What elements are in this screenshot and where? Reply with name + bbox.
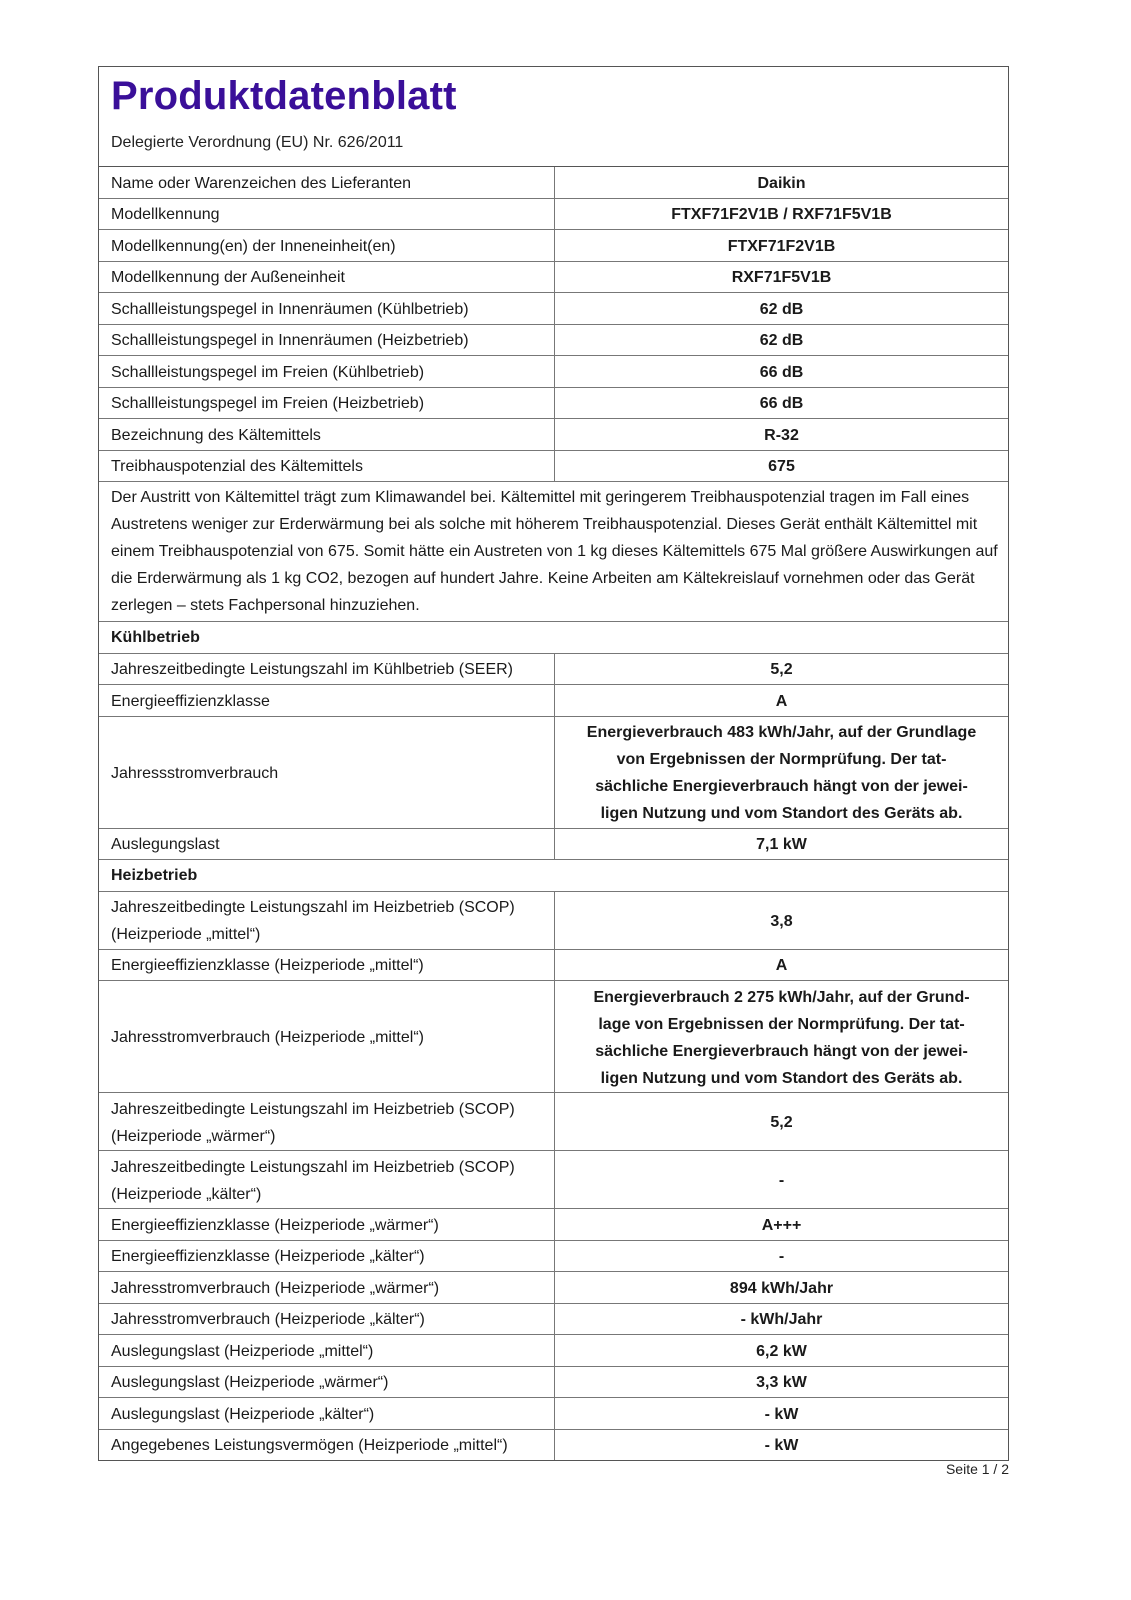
row-value: FTXF71F2V1B / RXF71F5V1B (671, 206, 892, 224)
row-value: 7,1 kW (756, 836, 807, 854)
row-value: A (775, 957, 788, 975)
row-label: Energieeffizienzklasse (Heizperiode „mittel“) (99, 950, 555, 981)
table-row-cooling-annual-consumption (99, 717, 1008, 829)
row-value: 5,2 (770, 661, 793, 679)
row-value: FTXF71F2V1B (727, 237, 836, 255)
table-row-outdoor-model (99, 262, 1008, 294)
table-row-model (99, 199, 1008, 231)
table-row-annual-consumption-warmer (99, 1272, 1008, 1304)
row-value: A (775, 692, 788, 710)
row-value: A+++ (761, 1216, 802, 1234)
row-value: 675 (768, 458, 795, 476)
table-row-sound-indoor-heating (99, 325, 1008, 357)
row-value: 6,2 kW (756, 1342, 807, 1360)
row-value: 62 dB (759, 332, 804, 350)
page-title: Produktdatenblatt (111, 74, 457, 118)
table-row-design-load-warmer (99, 1367, 1008, 1399)
row-label: Angegebenes Leistungsvermögen (Heizperiode „mittel“) (99, 1430, 555, 1461)
regulation-reference: Delegierte Verordnung (EU) Nr. 626/2011 (111, 134, 404, 151)
row-label: Energieeffizienzklasse (Heizperiode „kälter“) (99, 1241, 555, 1272)
row-label: Auslegungslast (Heizperiode „kälter“) (99, 1398, 555, 1429)
section-header-heating: Heizbetrieb (99, 860, 1008, 892)
row-label: Schallleistungspegel in Innenräumen (Kühlbetrieb) (99, 293, 555, 324)
table-row-scop-warmer (99, 1093, 1008, 1151)
row-value: Daikin (757, 174, 806, 192)
row-label-line2: (Heizperiode „wärmer“) (111, 1127, 276, 1145)
row-label: Energieeffizienzklasse (Heizperiode „wärmer“) (99, 1209, 555, 1240)
row-value: 894 kWh/Jahr (729, 1279, 834, 1297)
row-value: 66 dB (759, 395, 804, 413)
section-header-cooling: Kühlbetrieb (99, 622, 1008, 654)
row-label-line1: Jahreszeitbedingte Leistungszahl im Heizbetrieb (SCOP) (111, 1158, 515, 1176)
row-value: 3,8 (770, 912, 793, 930)
row-label: Auslegungslast (Heizperiode „mittel“) (99, 1335, 555, 1366)
row-label: Jahreszeitbedingte Leistungszahl im Kühlbetrieb (SEER) (99, 654, 555, 685)
row-value-text: Energieverbrauch 2 275 kWh/Jahr, auf der Grundlage von Ergebnissen der Normprüfung. Der tatsächliche Energieverbrauch hängt von der jeweiligen Nutzung und vom Standort des Geräts ab. (593, 988, 970, 1087)
row-label: Jahressstromverbrauch (99, 717, 555, 828)
table-row-cooling-energy-class (99, 685, 1008, 717)
product-data-sheet (98, 66, 1009, 1461)
row-label: Energieeffizienzklasse (99, 685, 555, 716)
table-row-scop-average (99, 892, 1008, 950)
row-value: 3,3 kW (756, 1374, 807, 1392)
row-label (99, 892, 555, 949)
table-row-declared-capacity-average (99, 1430, 1008, 1462)
row-value: 66 dB (759, 363, 804, 381)
row-label-line2: (Heizperiode „mittel“) (111, 926, 261, 943)
table-row-sound-indoor-cooling (99, 293, 1008, 325)
row-label-line1: Jahreszeitbedingte Leistungszahl im Heizbetrieb (SCOP) (111, 1100, 515, 1118)
table-row-annual-consumption-colder (99, 1304, 1008, 1336)
row-value: - kWh/Jahr (740, 1311, 823, 1329)
row-value: R-32 (764, 426, 799, 444)
page-indicator: Seite 1 / 2 (945, 1461, 1009, 1477)
row-label (99, 1151, 555, 1208)
row-value: - (778, 1172, 785, 1189)
row-value: 5,2 (770, 1114, 793, 1131)
table-row-heating-energy-class-warmer (99, 1209, 1008, 1241)
row-label-line1: Jahreszeitbedingte Leistungszahl im Heizbetrieb (SCOP) (111, 899, 515, 916)
row-value (555, 717, 1008, 828)
row-label: Schallleistungspegel im Freien (Heizbetrieb) (99, 388, 555, 419)
table-row-design-load-colder (99, 1398, 1008, 1430)
row-label: Schallleistungspegel im Freien (Kühlbetrieb) (99, 356, 555, 387)
table-row-refrigerant (99, 419, 1008, 451)
row-label: Jahresstromverbrauch (Heizperiode „mittel“) (99, 981, 555, 1092)
row-label: Modellkennung der Außeneinheit (99, 262, 555, 293)
table-row-design-load-average (99, 1335, 1008, 1367)
table-row-supplier (99, 167, 1008, 199)
row-label: Modellkennung(en) der Inneneinheit(en) (99, 230, 555, 261)
table-row-scop-colder (99, 1151, 1008, 1209)
table-row-indoor-model (99, 230, 1008, 262)
row-label: Bezeichnung des Kältemittels (99, 419, 555, 450)
row-value: - kW (764, 1437, 799, 1455)
row-label: Jahresstromverbrauch (Heizperiode „kälter“) (99, 1304, 555, 1335)
title-block (99, 67, 1008, 167)
row-label: Modellkennung (99, 199, 555, 230)
refrigerant-notice: Der Austritt von Kältemittel trägt zum Klimawandel bei. Kältemittel mit geringerem Treibhauspotenzial tragen im Fall eines Austretens weniger zur Erderwärmung bei als solche mit höherem Treibhauspotenzial. Dieses Gerät enthält Kältemittel mit einem Treibhauspotenzial von 675. Somit hätte ein Austreten von 1 kg dieses Kältemittels 675 Mal größere Auswirkungen auf die Erderwärmung als 1 kg CO2, bezogen auf hundert Jahre. Keine Arbeiten am Kältekreislauf vornehmen oder das Gerät zerlegen – stets Fachpersonal hinzuziehen. (99, 482, 1008, 622)
row-value: 62 dB (759, 300, 804, 318)
table-row-heating-energy-class-colder (99, 1241, 1008, 1273)
table-row-cooling-design-load (99, 829, 1008, 861)
row-value: RXF71F5V1B (731, 269, 832, 287)
table-row-sound-outdoor-cooling (99, 356, 1008, 388)
row-label: Schallleistungspegel in Innenräumen (Heizbetrieb) (99, 325, 555, 356)
table-row-gwp (99, 451, 1008, 483)
table-row-heating-energy-class-average (99, 950, 1008, 982)
row-value (555, 981, 1008, 1092)
row-label: Treibhauspotenzial des Kältemittels (99, 451, 555, 482)
row-label: Jahresstromverbrauch (Heizperiode „wärmer“) (99, 1272, 555, 1303)
row-label-line2: (Heizperiode „kälter“) (111, 1185, 262, 1203)
row-value: - (778, 1248, 785, 1266)
row-value-text: Energieverbrauch 483 kWh/Jahr, auf der Grundlage von Ergebnissen der Normprüfung. Der tatsächliche Energieverbrauch hängt von der jeweiligen Nutzung und vom Standort des Geräts ab. (586, 724, 977, 822)
table-row-heating-annual-consumption-average (99, 981, 1008, 1093)
row-label: Name oder Warenzeichen des Lieferanten (99, 167, 555, 198)
row-label (99, 1093, 555, 1150)
row-label: Auslegungslast (99, 829, 555, 860)
table-row-seer (99, 654, 1008, 686)
table-row-sound-outdoor-heating (99, 388, 1008, 420)
row-label: Auslegungslast (Heizperiode „wärmer“) (99, 1367, 555, 1398)
row-value: - kW (764, 1405, 799, 1423)
